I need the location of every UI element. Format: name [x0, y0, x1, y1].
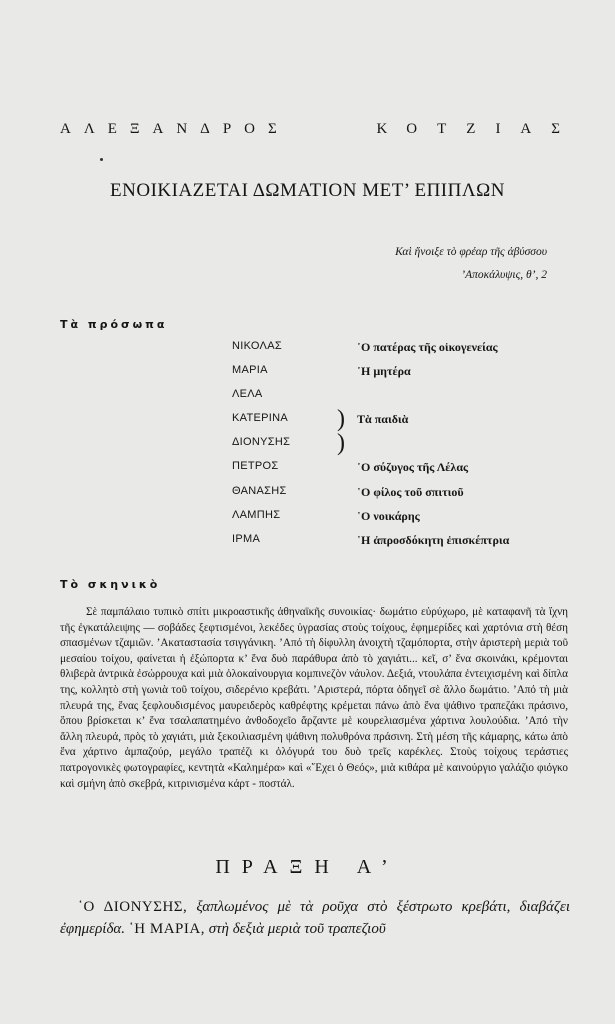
author-name	[60, 121, 580, 138]
cast-name: ΠΕΤΡΟΣ	[232, 460, 279, 473]
cast-role: ῾Η μητέρα	[357, 364, 411, 379]
cast-list	[232, 340, 562, 557]
cast-name: ΘΑΝΑΣΗΣ	[232, 484, 287, 497]
cast-name: ΔΙΟΝΥΣΗΣ	[232, 436, 291, 449]
epigraph	[395, 241, 547, 287]
cast-name: ΛΕΛΑ	[232, 388, 263, 401]
brace-top: )	[337, 406, 345, 433]
cast-row	[232, 364, 562, 388]
act-opening-paragraph	[60, 896, 570, 940]
act-title: ΠΡΑΞΗ Α’	[215, 856, 400, 878]
stage-direction: ξαπλωμένος μὲ τὰ ροῦχα στὸ ξέστρωτο κρεβάτι, διαβάζει ἐφημερίδα.	[60, 899, 570, 937]
cast-row	[232, 533, 562, 557]
author-first-name: ΑΛΕΞΑΝΔΡΟΣ	[60, 121, 290, 137]
cast-role: ῾Ο φίλος τοῦ σπιτιοῦ	[357, 484, 464, 499]
cast-row	[232, 406, 562, 436]
brace-bottom: )	[337, 430, 345, 457]
cast-role: ῾Ο νοικάρης	[357, 508, 420, 523]
cast-name: ΝΙΚΟΛΑΣ	[232, 340, 282, 352]
ink-speck	[100, 158, 103, 161]
cast-row	[232, 430, 562, 460]
scenery-paragraph: Σὲ παμπάλαιο τυπικὸ σπίτι μικροαστικῆς ἀθηναϊκῆς συνοικίας· δωμάτιο εὐρύχωρο, μὲ καταφανῆ τὰ ἴχνη τῆς ἐγκατάλειψης — σοβάδες ξεφτισμένοι, λεκέδες ὑγρασίας στοὺς τοίχους, ἐφημερίδες καὶ χαρτόνια στὴ θέση σπασμένων τζαμιῶν. ’Ακαταστασία τσιγγάνικη. ’Από τὴ δίφυλλη ἀνοιχτὴ τζαμόπορτα, στὴν ἀριστερὴ μεριὰ τοῦ μεσαίου τοίχου, φαίνεται ἡ ἐξώπορτα κ’ ἕνα δυὸ παράθυρα ἀπὸ τὸ χαγιάτι... κεῖ, σ’ ἕνα σκοινάκι, κρέμονται θλιβερὰ ἀντρικὰ ἐσώρρουχα καὶ μιὰ ὁλοκαίνουργια κομπινεζὸν νάυλον. Δεξιά, ντουλάπα ἐντειχισμένη καὶ δίπλα της, κολλητὸ στὴ γωνιὰ τοῦ τοίχου, σιδερένιο κρεβάτι. ’Αριστερά, πόρτα ὁδηγεῖ σὲ ἄλλο δωμάτιο. ’Από τὴ μιὰ πλευρά της, ἕνας ξεφλουδισμένος μαυρειδερὸς καθρέφτης κρέμεται πάνω ἀπὸ ἕνα ψάθινο τραπεζάκι πράσινο, ὅπου βρίσκεται κ’ ἕνα τσαλαπατημένο ἀνθοδοχεῖο ἄρζαντε μὲ κουρελιασμένα χάρτινα λουλούδια. ’Από τὴν ἄλλη πλευρά, πρὸς τὸ χαγιάτι, μιὰ ξεκοιλιασμένη ψάθινη πολυθρόνα πράσινη. Στὴ μέση τῆς κάμαρης, κάτω ἀπὸ ἕνα χάρτινο ἀμπαζούρ, μεγάλο τραπέζι κι ὁλόγυρά του δυὸ τρεῖς καρέκλες. Στοὺς τοίχους τεράστιες πατρογονικὲς φωτογραφίες, κεντητὰ «Καλημέρα» καὶ «῞Εχει ὁ Θεός», μιὰ κιθάρα μὲ καινούργιο γαλάζιο φιόγκο καὶ σμήνη ἀπὸ σκεβρά, κιτρινισμένα κάρτ - ποστάλ.	[60, 606, 568, 790]
cast-row	[232, 485, 562, 509]
cast-row	[232, 460, 562, 484]
cast-role: Τὰ παιδιὰ	[357, 412, 409, 427]
stage-direction: στὴ δεξιὰ μεριὰ τοῦ τραπεζιοῦ	[208, 921, 386, 937]
epigraph-quote: Καὶ ἤνοιξε τὸ φρέαρ τῆς ἀβύσσου	[395, 246, 547, 258]
cast-role: ῾Η ἀπροσδόκητη ἐπισκέπτρια	[357, 532, 510, 547]
character-name: ῾Η ΜΑΡΙΑ,	[128, 921, 205, 937]
epigraph-source: ’Αποκάλυψις, θ’, 2	[461, 269, 547, 281]
character-name: ῾Ο ΔΙΟΝΥΣΗΣ,	[78, 899, 188, 915]
scenery-heading: Τὸ σκηνικὸ	[60, 578, 161, 591]
cast-role: ῾Ο πατέρας τῆς οἰκογενείας	[357, 340, 498, 354]
play-title: ΕΝΟΙΚΙΑΖΕΤΑΙ ΔΩΜΑΤΙΟΝ ΜΕΤ’ ΕΠΙΠΛΩΝ	[110, 180, 505, 201]
cast-role: ῾Ο σύζυγος τῆς Λέλας	[357, 460, 469, 475]
author-last-name: ΚΟΤΖΙΑΣ	[376, 121, 580, 137]
cast-row	[232, 388, 562, 412]
cast-name: ΜΑΡΙΑ	[232, 364, 268, 377]
cast-heading: Τὰ πρόσωπα	[60, 318, 168, 331]
cast-row	[232, 340, 562, 364]
cast-name: ΚΑΤΕΡΙΝΑ	[232, 412, 288, 425]
cast-name: ΛΑΜΠΗΣ	[232, 508, 281, 521]
cast-row	[232, 509, 562, 533]
cast-name: ΙΡΜΑ	[232, 532, 261, 545]
